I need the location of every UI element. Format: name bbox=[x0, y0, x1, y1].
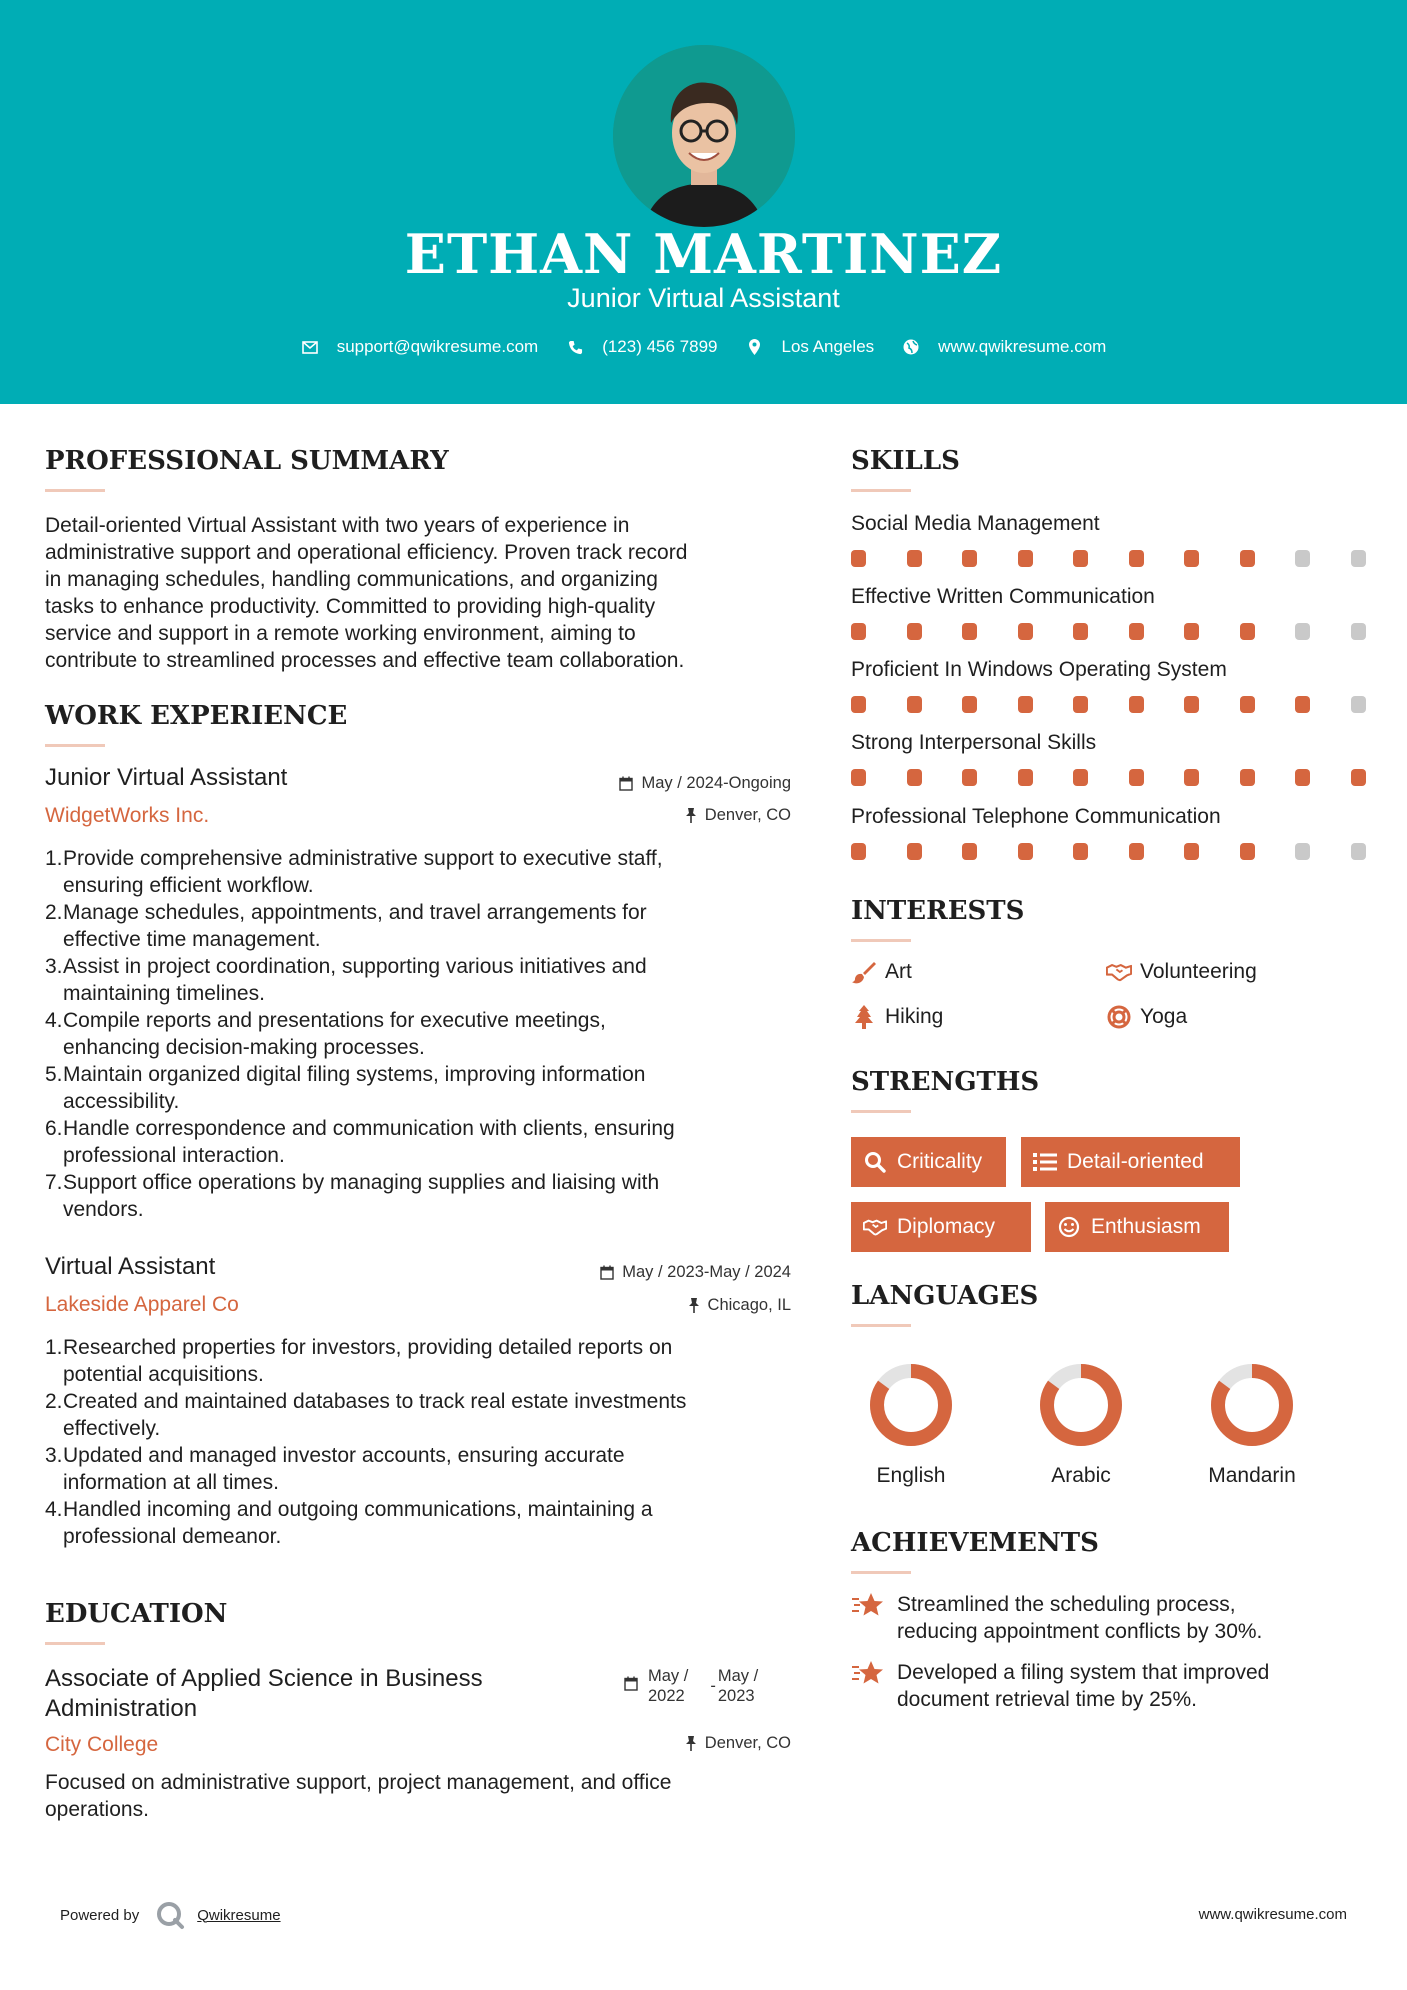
skill-dot-filled bbox=[1073, 843, 1088, 860]
contact-website-text: www.qwikresume.com bbox=[938, 337, 1107, 356]
strength-tag: Diplomacy bbox=[851, 1202, 1031, 1252]
strength-tag: Enthusiasm bbox=[1045, 1202, 1229, 1252]
list-item: 2. Manage schedules, appointments, and travel arrangements for effective time management. bbox=[45, 901, 647, 951]
skills-heading-rule bbox=[851, 489, 911, 492]
skill-dot-empty bbox=[1295, 550, 1310, 567]
school-name: City College bbox=[45, 1733, 159, 1756]
search-icon bbox=[863, 1150, 887, 1174]
list-item: 7. Support office operations by managing supplies and liaising with vendors. bbox=[45, 1171, 660, 1221]
skill-dot-filled bbox=[907, 843, 922, 860]
date-separator: - bbox=[710, 1677, 716, 1695]
skill-dot-filled bbox=[1018, 623, 1033, 640]
job-date bbox=[500, 1263, 791, 1282]
language-ring bbox=[1036, 1360, 1126, 1450]
skill-dot-filled bbox=[1018, 769, 1033, 786]
skill-rating bbox=[851, 623, 1364, 641]
paintbrush-icon bbox=[851, 959, 877, 985]
contact-location-text: Los Angeles bbox=[781, 337, 875, 356]
job-location-text: Chicago, IL bbox=[707, 1296, 791, 1314]
skill-dot-filled bbox=[1018, 550, 1033, 567]
handshake-icon bbox=[1106, 959, 1132, 985]
skill-dot-empty bbox=[1351, 623, 1366, 640]
contact-phone[interactable] bbox=[566, 337, 717, 357]
language-label: Arabic bbox=[1051, 1464, 1111, 1487]
skill-dot-filled bbox=[1240, 623, 1255, 640]
avatar bbox=[613, 45, 795, 227]
skill-dot-empty bbox=[1295, 843, 1310, 860]
job-date-text: May / 2024-Ongoing bbox=[641, 774, 791, 792]
calendar-icon bbox=[624, 1676, 638, 1691]
education-heading-rule bbox=[45, 1642, 105, 1645]
strength-tag: Criticality bbox=[851, 1137, 1006, 1187]
skill-label: Strong Interpersonal Skills bbox=[851, 731, 1097, 754]
powered-by-text: Powered by bbox=[60, 1906, 140, 1924]
star-icon bbox=[851, 1659, 885, 1689]
skill-dot-empty bbox=[1351, 843, 1366, 860]
globe-icon bbox=[902, 338, 920, 356]
lifebuoy-icon bbox=[1106, 1004, 1132, 1030]
footer-powered-by bbox=[60, 1900, 281, 1930]
skill-dot-filled bbox=[851, 623, 866, 640]
company-name: Lakeside Apparel Co bbox=[45, 1293, 239, 1316]
skill-dot-filled bbox=[1129, 550, 1144, 567]
skill-dot-filled bbox=[962, 843, 977, 860]
skill-dot-filled bbox=[907, 769, 922, 786]
skill-dot-empty bbox=[1351, 696, 1366, 713]
skill-dot-filled bbox=[1184, 623, 1199, 640]
list-icon bbox=[1033, 1150, 1057, 1174]
interest-label: Art bbox=[885, 960, 912, 983]
pushpin-icon bbox=[685, 808, 697, 823]
skill-dot-filled bbox=[1240, 696, 1255, 713]
achievement-text: Streamlined the scheduling process, reducing appointment conflicts by 30%. bbox=[897, 1593, 1263, 1643]
skill-dot-filled bbox=[907, 550, 922, 567]
candidate-name: ETHAN MARTINEZ bbox=[404, 222, 1003, 286]
footer-url[interactable]: www.qwikresume.com bbox=[1198, 1906, 1347, 1923]
list-item: 5. Maintain organized digital filing systems, improving information accessibility. bbox=[45, 1063, 646, 1113]
skill-dot-filled bbox=[1351, 769, 1366, 786]
summary-heading-rule bbox=[45, 489, 105, 492]
smile-icon bbox=[1057, 1215, 1081, 1239]
skill-dot-filled bbox=[1184, 550, 1199, 567]
skill-dot-filled bbox=[1073, 769, 1088, 786]
degree-line: Administration bbox=[45, 1695, 198, 1722]
skill-dot-filled bbox=[851, 696, 866, 713]
skill-label: Effective Written Communication bbox=[851, 585, 1155, 608]
experience-heading: WORK EXPERIENCE bbox=[45, 701, 348, 731]
list-item: 3. Updated and managed investor accounts, ensuring accurate information at all times. bbox=[45, 1444, 625, 1494]
strengths-heading-rule bbox=[851, 1110, 911, 1113]
skill-dot-filled bbox=[1240, 550, 1255, 567]
list-item: 2. Created and maintained databases to track real estate investments effectively. bbox=[45, 1390, 687, 1440]
skill-dot-filled bbox=[962, 623, 977, 640]
skill-label: Social Media Management bbox=[851, 512, 1100, 535]
skill-dot-empty bbox=[1295, 623, 1310, 640]
skill-dot-filled bbox=[1073, 696, 1088, 713]
list-item: 4. Handled incoming and outgoing communications, maintaining a professional demeanor. bbox=[45, 1498, 653, 1548]
skill-rating bbox=[851, 843, 1364, 861]
skill-dot-filled bbox=[1184, 696, 1199, 713]
interest-label: Yoga bbox=[1140, 1005, 1188, 1028]
job-duties bbox=[45, 845, 805, 1223]
skill-dot-filled bbox=[851, 550, 866, 567]
summary-line: administrative support and operational efficiency. Proven track record bbox=[45, 541, 688, 564]
qwikresume-logo-icon bbox=[155, 1900, 185, 1930]
achievement-text: Developed a filing system that improved document retrieval time by 25%. bbox=[897, 1661, 1270, 1711]
strength-tag: Detail-oriented bbox=[1021, 1137, 1240, 1187]
contact-location bbox=[746, 337, 875, 357]
language-item bbox=[1192, 1360, 1312, 1488]
list-item: 4. Compile reports and presentations for executive meetings, enhancing decision-making processes. bbox=[45, 1009, 606, 1059]
skill-dot-filled bbox=[851, 769, 866, 786]
pushpin-icon bbox=[685, 1736, 697, 1751]
degree-line: Associate of Applied Science in Business bbox=[45, 1665, 483, 1692]
achievement-item bbox=[851, 1591, 1351, 1645]
tree-icon bbox=[851, 1004, 877, 1030]
contact-phone-text: (123) 456 7899 bbox=[602, 337, 718, 356]
job-date bbox=[500, 774, 791, 793]
job-location-text: Denver, CO bbox=[704, 806, 791, 824]
list-item: 6. Handle correspondence and communication with clients, ensuring professional interaction. bbox=[45, 1117, 675, 1167]
skill-dot-filled bbox=[907, 623, 922, 640]
education-end: May / 2023 bbox=[717, 1667, 759, 1705]
language-ring bbox=[866, 1360, 956, 1450]
job-duties bbox=[45, 1334, 805, 1550]
skill-dot-filled bbox=[1018, 843, 1033, 860]
job-date-text: May / 2023-May / 2024 bbox=[622, 1263, 791, 1281]
skill-dot-filled bbox=[962, 550, 977, 567]
skill-dot-filled bbox=[851, 843, 866, 860]
calendar-icon bbox=[619, 776, 633, 791]
skills-heading: SKILLS bbox=[851, 446, 960, 476]
job-location bbox=[500, 806, 791, 825]
skill-label: Proficient In Windows Operating System bbox=[851, 658, 1227, 681]
skill-dot-filled bbox=[962, 769, 977, 786]
language-item bbox=[851, 1360, 971, 1488]
skill-dot-filled bbox=[1129, 769, 1144, 786]
language-label: English bbox=[876, 1464, 946, 1487]
skill-rating bbox=[851, 550, 1364, 568]
contact-email-text: support@qwikresume.com bbox=[336, 337, 539, 356]
pushpin-icon bbox=[688, 1298, 700, 1313]
phone-icon bbox=[566, 338, 584, 356]
skill-dot-filled bbox=[1129, 843, 1144, 860]
skill-dot-empty bbox=[1351, 550, 1366, 567]
language-ring bbox=[1207, 1360, 1297, 1450]
company-name: WidgetWorks Inc. bbox=[45, 804, 210, 827]
header bbox=[0, 0, 1407, 404]
interest-item bbox=[851, 959, 912, 985]
job-location bbox=[500, 1296, 791, 1315]
achievement-item bbox=[851, 1659, 1351, 1713]
strengths-heading: STRENGTHS bbox=[851, 1067, 1040, 1097]
interests-heading-rule bbox=[851, 939, 911, 942]
skill-dot-filled bbox=[1129, 696, 1144, 713]
list-item: 1. Researched properties for investors, providing detailed reports on potential acquisitions. bbox=[45, 1336, 673, 1386]
handshake-icon bbox=[863, 1215, 887, 1239]
experience-heading-rule bbox=[45, 744, 105, 747]
skill-dot-filled bbox=[907, 696, 922, 713]
list-item: 3. Assist in project coordination, supporting various initiatives and maintaining timelines. bbox=[45, 955, 647, 1005]
interest-item bbox=[1106, 959, 1257, 985]
interest-item bbox=[851, 1004, 943, 1030]
contact-email[interactable] bbox=[301, 337, 539, 357]
calendar-icon bbox=[600, 1265, 614, 1280]
language-label: Mandarin bbox=[1208, 1464, 1296, 1487]
languages-heading-rule bbox=[851, 1324, 911, 1327]
contact-website[interactable] bbox=[902, 337, 1106, 357]
qwikresume-link[interactable]: Qwikresume bbox=[197, 1906, 281, 1924]
interests-heading: INTERESTS bbox=[851, 896, 1025, 926]
job-title: Junior Virtual Assistant bbox=[45, 764, 288, 791]
skill-dot-filled bbox=[1073, 550, 1088, 567]
summary-line: in managing schedules, handling communications, and organizing bbox=[45, 568, 658, 591]
summary-line: service and support in a remote working environment, aiming to bbox=[45, 622, 636, 645]
degree-title bbox=[45, 1664, 605, 1724]
skill-dot-filled bbox=[1184, 843, 1199, 860]
summary-line: tasks to enhance productivity. Committed to providing high-quality bbox=[45, 595, 656, 618]
envelope-icon bbox=[301, 338, 319, 356]
candidate-role: Junior Virtual Assistant bbox=[567, 283, 840, 313]
education-location bbox=[500, 1734, 791, 1753]
skill-label: Professional Telephone Communication bbox=[851, 805, 1221, 828]
job-title: Virtual Assistant bbox=[45, 1253, 216, 1280]
education-heading: EDUCATION bbox=[45, 1599, 228, 1629]
interest-item bbox=[1106, 1004, 1187, 1030]
skill-rating bbox=[851, 696, 1364, 714]
interest-label: Hiking bbox=[885, 1005, 944, 1028]
summary-text bbox=[45, 512, 805, 674]
skill-dot-filled bbox=[1240, 769, 1255, 786]
star-icon bbox=[851, 1591, 885, 1621]
summary-line: contribute to streamlined processes and effective team collaboration. bbox=[45, 649, 685, 672]
skill-dot-filled bbox=[1184, 769, 1199, 786]
language-item bbox=[1021, 1360, 1141, 1488]
skill-rating bbox=[851, 769, 1364, 787]
skill-dot-filled bbox=[1018, 696, 1033, 713]
contact-bar bbox=[0, 337, 1407, 357]
map-pin-icon bbox=[746, 338, 764, 356]
languages-heading: LANGUAGES bbox=[851, 1281, 1039, 1311]
skill-dot-filled bbox=[1295, 696, 1310, 713]
achievements-heading-rule bbox=[851, 1571, 911, 1574]
interest-label: Volunteering bbox=[1140, 960, 1257, 983]
skill-dot-filled bbox=[962, 696, 977, 713]
summary-line: Detail-oriented Virtual Assistant with two years of experience in bbox=[45, 514, 630, 537]
summary-heading: PROFESSIONAL SUMMARY bbox=[45, 446, 449, 476]
skill-dot-filled bbox=[1295, 769, 1310, 786]
education-start: May / 2022 bbox=[648, 1667, 689, 1705]
list-item: 1. Provide comprehensive administrative support to executive staff, ensuring efficient workflow. bbox=[45, 847, 663, 897]
education-location-text: Denver, CO bbox=[704, 1734, 791, 1752]
education-description: Focused on administrative support, project management, and office operations. bbox=[45, 1771, 672, 1821]
skill-dot-filled bbox=[1073, 623, 1088, 640]
skill-dot-filled bbox=[1240, 843, 1255, 860]
education-dates bbox=[624, 1666, 758, 1706]
achievements-heading: ACHIEVEMENTS bbox=[851, 1528, 1099, 1558]
skill-dot-filled bbox=[1129, 623, 1144, 640]
